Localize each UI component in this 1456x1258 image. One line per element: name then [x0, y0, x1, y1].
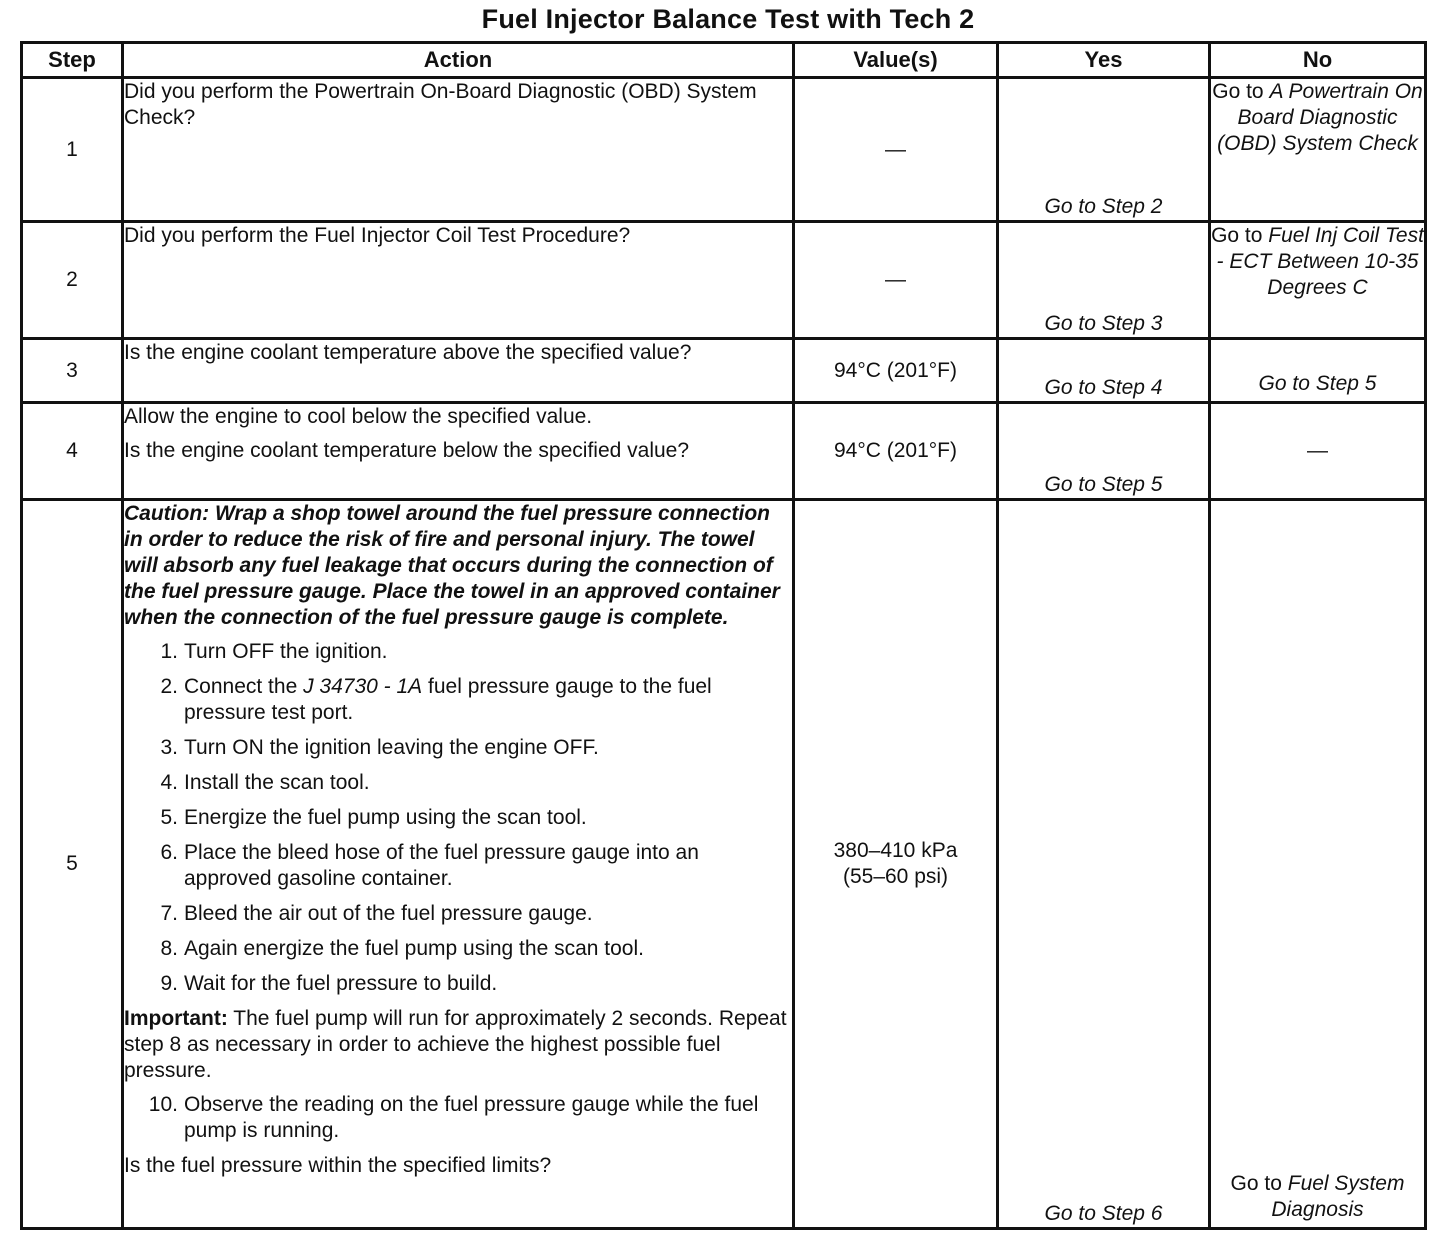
procedure-list-continued — [124, 1092, 792, 1144]
step-number: 2 — [22, 222, 123, 339]
no-link[interactable]: Go to Step 5 — [1210, 339, 1426, 403]
step-number: 1 — [22, 78, 123, 222]
table-row — [22, 222, 1426, 339]
table-row — [22, 339, 1426, 403]
header-action: Action — [123, 43, 794, 78]
yes-link[interactable]: Go to Step 6 — [998, 500, 1210, 1229]
action-question: Is the fuel pressure within the specified limits? — [124, 1154, 552, 1177]
table-row — [22, 403, 1426, 500]
table-row — [22, 78, 1426, 222]
header-step: Step — [22, 43, 123, 78]
value-cell: — — [794, 222, 998, 339]
list-item: 4. Install the scan tool. — [160, 771, 370, 794]
list-item: 9. Wait for the fuel pressure to build. — [160, 972, 498, 995]
list-item: 8. Again energize the fuel pump using the scan tool. — [160, 937, 644, 960]
list-item: 5. Energize the fuel pump using the scan tool. — [160, 806, 587, 829]
page-title: Fuel Injector Balance Test with Tech 2 — [481, 4, 975, 34]
value-cell: 94°C (201°F) — [794, 403, 998, 500]
no-cell — [1210, 222, 1426, 339]
no-cell — [1210, 78, 1426, 222]
header-yes: Yes — [998, 43, 1210, 78]
value-cell: 94°C (201°F) — [794, 339, 998, 403]
step-number: 5 — [22, 500, 123, 1229]
procedure-list — [124, 639, 792, 997]
tool-name: J 34730 - 1A — [303, 675, 423, 698]
yes-link[interactable]: Go to Step 2 — [998, 78, 1210, 222]
yes-link[interactable]: Go to Step 3 — [998, 222, 1210, 339]
list-item: 2. Connect the J 34730 - 1A fuel pressure gauge to the fuel pressure test port. — [160, 675, 712, 724]
caution-note: Caution: Wrap a shop towel around the fuel pressure connection in order to reduce the risk of fire and personal injury. The towel will absorb any fuel leakage that occurs during the connection of the fuel pressure gauge. Place the towel in an approved container when the connection of the fuel pressure gauge is complete. — [124, 502, 780, 629]
no-link[interactable]: Fuel Inj Coil Test - ECT Between 10-35 Degrees C — [1216, 224, 1424, 299]
action-text: Is the engine coolant temperature above the specified value? — [123, 339, 794, 403]
action-cell — [123, 500, 794, 1229]
no-prefix: Go to — [1211, 224, 1269, 247]
diagnostic-table — [20, 41, 1427, 1230]
step-number: 4 — [22, 403, 123, 500]
value-cell: — — [794, 78, 998, 222]
list-item: 7. Bleed the air out of the fuel pressure gauge. — [160, 902, 593, 925]
header-values: Value(s) — [794, 43, 998, 78]
no-link[interactable]: Fuel System Diagnosis — [1271, 1172, 1405, 1221]
action-text: Allow the engine to cool below the specified value. — [124, 405, 593, 428]
value-cell: 380–410 kPa (55–60 psi) — [794, 500, 998, 1229]
action-text: Did you perform the Powertrain On-Board Diagnostic (OBD) System Check? — [123, 78, 794, 222]
list-item: 10. Observe the reading on the fuel pressure gauge while the fuel pump is running. — [148, 1093, 759, 1142]
no-prefix: Go to — [1230, 1172, 1288, 1195]
action-text: Did you perform the Fuel Injector Coil Test Procedure? — [123, 222, 794, 339]
no-cell: — — [1210, 403, 1426, 500]
no-prefix: Go to — [1212, 80, 1270, 103]
list-item: 3. Turn ON the ignition leaving the engine OFF. — [160, 736, 599, 759]
yes-link[interactable]: Go to Step 4 — [998, 339, 1210, 403]
no-link[interactable]: A Powertrain On Board Diagnostic (OBD) System Check — [1217, 80, 1423, 155]
action-cell — [123, 403, 794, 500]
list-item: 6. Place the bleed hose of the fuel pressure gauge into an approved gasoline container. — [160, 841, 699, 890]
yes-link[interactable]: Go to Step 5 — [998, 403, 1210, 500]
table-row — [22, 500, 1426, 1229]
step-number: 3 — [22, 339, 123, 403]
header-row — [22, 43, 1426, 78]
list-item: 1. Turn OFF the ignition. — [160, 640, 388, 663]
header-no: No — [1210, 43, 1426, 78]
no-cell — [1210, 500, 1426, 1229]
important-note: Important: The fuel pump will run for approximately 2 seconds. Repeat step 8 as necessary in order to achieve the highest possible fuel pressure. — [124, 1007, 787, 1082]
action-question: Is the engine coolant temperature below the specified value? — [124, 439, 690, 462]
